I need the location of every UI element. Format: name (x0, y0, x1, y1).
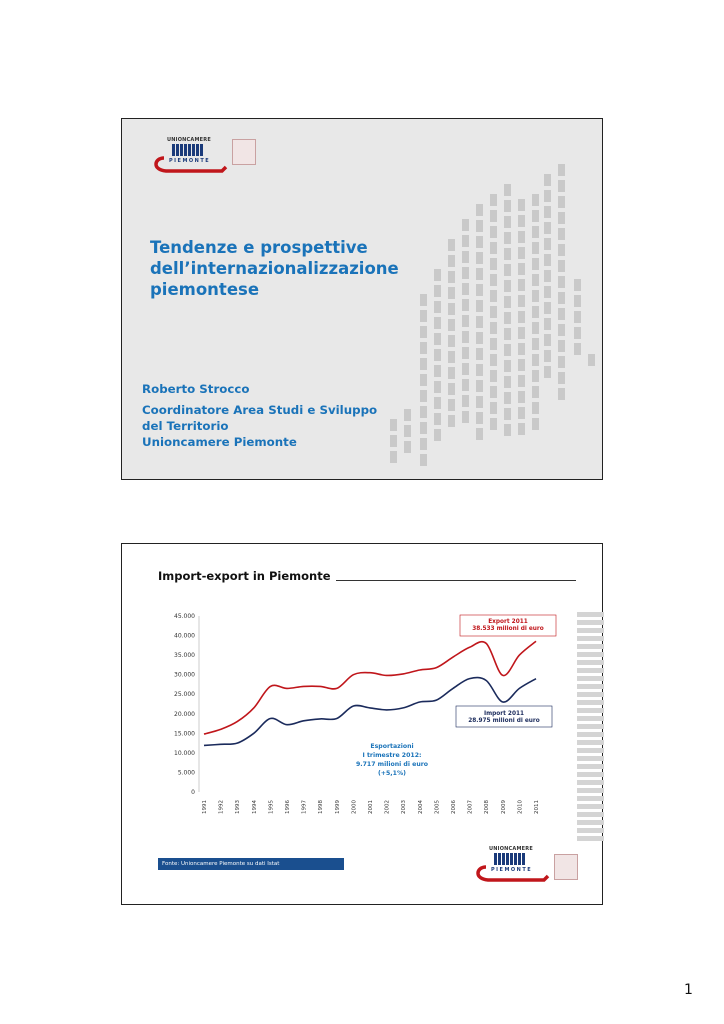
map-bar (588, 354, 595, 366)
map-bar (558, 196, 565, 208)
x-tick-label: 1999 (334, 800, 341, 814)
export-annotation-text: Export 2011 (488, 619, 528, 625)
map-bar (558, 260, 565, 272)
map-bar (518, 263, 525, 275)
chart-slide (121, 543, 603, 905)
y-tick-label: 35.000 (174, 652, 195, 660)
map-bar (504, 408, 511, 420)
map-bar (476, 204, 483, 216)
import-annotation-text: Import 2011 (483, 711, 525, 717)
map-bar (476, 268, 483, 280)
map-bar (490, 226, 497, 238)
map-bar (490, 194, 497, 206)
x-tick-label: 2006 (451, 800, 457, 814)
map-bar (420, 310, 427, 322)
map-bar (558, 276, 565, 288)
decor-stripe (577, 740, 604, 745)
map-bar (434, 349, 441, 361)
map-bar (544, 286, 551, 298)
logo-brand-bottom: PIEMONTE (491, 867, 533, 873)
source-note: Fonte: Unioncamere Piemonte su dati Istat (158, 858, 344, 870)
unioncamere-logo (474, 846, 584, 882)
x-tick-label: 2009 (500, 800, 507, 814)
title-slide (121, 118, 603, 480)
map-bar (504, 328, 511, 340)
map-bar (544, 190, 551, 202)
map-bar (558, 308, 565, 320)
regional-emblem-icon (554, 854, 578, 880)
map-bar (518, 423, 525, 435)
import-annotation-text: 28.975 milioni di euro (468, 718, 540, 724)
map-bar (476, 396, 483, 408)
x-tick-label: 2000 (351, 800, 358, 814)
decor-stripe (577, 612, 604, 617)
map-bar (558, 164, 565, 176)
title-line: dell’internazionalizzazione (150, 259, 399, 278)
decor-stripe (577, 828, 604, 833)
map-bar (462, 219, 469, 231)
logo-brand-bottom: PIEMONTE (169, 158, 211, 164)
map-bar (518, 311, 525, 323)
y-tick-label: 25.000 (174, 691, 195, 699)
map-bar (558, 244, 565, 256)
map-bar (476, 348, 483, 360)
map-bar (476, 332, 483, 344)
x-tick-label: 1994 (251, 800, 258, 814)
map-bar (462, 299, 469, 311)
map-bar (448, 303, 455, 315)
decor-stripe (577, 772, 604, 777)
map-bar (532, 418, 539, 430)
map-bar (544, 222, 551, 234)
decor-stripe (577, 804, 604, 809)
map-bar (490, 386, 497, 398)
decor-stripe (577, 636, 604, 641)
decor-stripe (577, 628, 604, 633)
y-tick-label: 15.000 (174, 730, 195, 738)
map-bar (518, 295, 525, 307)
map-bar (420, 358, 427, 370)
map-bar (434, 317, 441, 329)
export-q1-note: Esportazioni (370, 743, 414, 750)
x-tick-label: 2002 (384, 800, 391, 814)
decor-stripe (577, 708, 604, 713)
map-bar (462, 347, 469, 359)
map-bar (544, 318, 551, 330)
y-tick-label: 30.000 (174, 671, 195, 679)
map-bar (448, 367, 455, 379)
decor-stripe (577, 836, 604, 841)
page-number: 1 (684, 982, 693, 998)
map-bar (532, 226, 539, 238)
map-bar (504, 296, 511, 308)
map-bar (434, 365, 441, 377)
map-bar (532, 194, 539, 206)
unioncamere-logo (152, 137, 262, 173)
x-tick-label: 1995 (268, 800, 275, 814)
map-bar (574, 343, 581, 355)
title-line: Tendenze e prospettive (150, 238, 368, 257)
map-bar (518, 375, 525, 387)
decor-stripe (577, 716, 604, 721)
map-bar (532, 402, 539, 414)
map-bar (544, 270, 551, 282)
map-bar (476, 412, 483, 424)
map-bar (490, 402, 497, 414)
map-bar (544, 334, 551, 346)
y-tick-label: 0 (191, 789, 195, 796)
map-bar (518, 247, 525, 259)
map-bar (558, 212, 565, 224)
map-bar (462, 379, 469, 391)
map-bar (462, 411, 469, 423)
map-bar (448, 319, 455, 331)
logo-brand-top: UNIONCAMERE (489, 846, 533, 852)
x-tick-label: 1997 (301, 800, 308, 814)
map-bar (476, 380, 483, 392)
map-bar (518, 279, 525, 291)
map-bar (462, 363, 469, 375)
y-tick-label: 10.000 (174, 749, 195, 757)
map-bar (476, 236, 483, 248)
map-bar (518, 407, 525, 419)
y-tick-label: 40.000 (174, 632, 195, 640)
decor-stripe (577, 780, 604, 785)
map-bar (462, 331, 469, 343)
role-line: Unioncamere Piemonte (142, 435, 297, 449)
decor-stripe (577, 732, 604, 737)
map-bar (574, 311, 581, 323)
map-bar (544, 238, 551, 250)
x-tick-label: 2005 (434, 800, 441, 814)
regional-emblem-icon (232, 139, 256, 165)
map-bar (420, 326, 427, 338)
map-bar (476, 364, 483, 376)
map-bar (544, 302, 551, 314)
logo-brand-top: UNIONCAMERE (167, 137, 211, 143)
map-bar (532, 338, 539, 350)
map-bar (544, 366, 551, 378)
map-bar (490, 210, 497, 222)
map-bar (558, 372, 565, 384)
map-bar (434, 301, 441, 313)
map-bar (504, 312, 511, 324)
map-bar (532, 242, 539, 254)
map-bar (558, 228, 565, 240)
x-tick-label: 2001 (368, 800, 374, 814)
decor-stripe (577, 700, 604, 705)
map-bar (532, 306, 539, 318)
export-q1-note: 9.717 milioni di euro (355, 761, 429, 768)
map-bar (532, 210, 539, 222)
map-bar (462, 235, 469, 247)
map-bar (558, 180, 565, 192)
y-tick-label: 45.000 (174, 613, 195, 620)
title-line: piemontese (150, 280, 260, 299)
map-bar (476, 252, 483, 264)
map-bar (532, 370, 539, 382)
map-bar (504, 424, 511, 436)
map-bar (544, 206, 551, 218)
map-bar (532, 258, 539, 270)
map-bar (448, 383, 455, 395)
map-bar (532, 386, 539, 398)
decor-stripe (577, 788, 604, 793)
map-bar (504, 360, 511, 372)
map-bar (490, 306, 497, 318)
map-bar (504, 248, 511, 260)
map-bar (544, 350, 551, 362)
map-bar (420, 342, 427, 354)
map-bar (558, 356, 565, 368)
map-bar (532, 322, 539, 334)
map-bar (490, 290, 497, 302)
export-q1-note: (+5,1%) (377, 770, 407, 777)
map-bar (490, 322, 497, 334)
map-bar (504, 376, 511, 388)
map-bar (476, 220, 483, 232)
map-bar (504, 184, 511, 196)
map-bar (518, 391, 525, 403)
map-bar (504, 200, 511, 212)
map-bar (448, 415, 455, 427)
map-bar (476, 428, 483, 440)
map-bar (476, 284, 483, 296)
decor-stripe (577, 724, 604, 729)
decor-stripe (577, 764, 604, 769)
decor-stripe (577, 692, 604, 697)
map-bar (558, 340, 565, 352)
x-tick-label: 1991 (202, 800, 208, 814)
x-tick-label: 1998 (318, 800, 325, 814)
map-bar (420, 454, 427, 466)
map-bar (532, 274, 539, 286)
map-bar (490, 274, 497, 286)
y-tick-label: 5.000 (177, 769, 195, 777)
decor-stripe (577, 684, 604, 689)
map-bar (504, 392, 511, 404)
presentation-title (150, 237, 450, 300)
decor-stripe (577, 748, 604, 753)
decor-stripe (577, 652, 604, 657)
map-bar (476, 300, 483, 312)
map-bar (532, 290, 539, 302)
map-bar (504, 344, 511, 356)
x-tick-label: 2004 (417, 800, 424, 814)
map-bar (476, 316, 483, 328)
map-bar (448, 399, 455, 411)
map-bar (544, 174, 551, 186)
map-bar (490, 354, 497, 366)
decor-stripe (577, 644, 604, 649)
map-bar (532, 354, 539, 366)
map-bar (504, 216, 511, 228)
map-bar (448, 351, 455, 363)
map-bar (544, 254, 551, 266)
map-bar (518, 327, 525, 339)
map-bar (574, 279, 581, 291)
map-bar (518, 199, 525, 211)
map-bar (462, 315, 469, 327)
decor-stripe (577, 820, 604, 825)
map-bar (490, 418, 497, 430)
map-bar (504, 280, 511, 292)
decor-stripe (577, 756, 604, 761)
map-bar (518, 231, 525, 243)
x-tick-label: 2003 (401, 800, 408, 814)
slide-title: Import-export in Piemonte (158, 569, 331, 583)
map-bar (574, 295, 581, 307)
x-tick-label: 2008 (484, 800, 491, 814)
map-bar (462, 251, 469, 263)
author-role (142, 402, 442, 450)
export-q1-note: I trimestre 2012: (362, 752, 422, 759)
decor-stripe (577, 620, 604, 625)
y-tick-label: 20.000 (174, 710, 195, 718)
export-annotation-text: 38.533 milioni di euro (472, 626, 544, 632)
map-bar (558, 292, 565, 304)
author-name: Roberto Strocco (142, 382, 250, 396)
x-tick-label: 2011 (534, 800, 540, 814)
map-bar (462, 283, 469, 295)
map-bar (518, 343, 525, 355)
decor-stripe (577, 668, 604, 673)
map-bar (490, 338, 497, 350)
x-tick-label: 1996 (285, 800, 291, 814)
map-bar (558, 324, 565, 336)
map-bar (462, 267, 469, 279)
decor-stripe (577, 796, 604, 801)
x-tick-label: 2007 (467, 800, 474, 814)
role-line: Coordinatore Area Studi e Sviluppo (142, 403, 378, 417)
role-line: del Territorio (142, 419, 229, 433)
map-bar (490, 258, 497, 270)
map-bar (518, 359, 525, 371)
map-bar (490, 370, 497, 382)
decor-stripe (577, 676, 604, 681)
x-tick-label: 1992 (218, 800, 225, 814)
map-bar (434, 333, 441, 345)
map-bar (390, 451, 397, 463)
map-bar (448, 335, 455, 347)
map-bar (462, 395, 469, 407)
map-bar (558, 388, 565, 400)
map-bar (504, 232, 511, 244)
decor-stripe (577, 660, 604, 665)
map-bar (504, 264, 511, 276)
x-tick-label: 1993 (235, 800, 242, 814)
map-bar (490, 242, 497, 254)
x-tick-label: 2010 (517, 800, 524, 814)
map-bar (574, 327, 581, 339)
decor-stripe (577, 812, 604, 817)
map-bar (518, 215, 525, 227)
